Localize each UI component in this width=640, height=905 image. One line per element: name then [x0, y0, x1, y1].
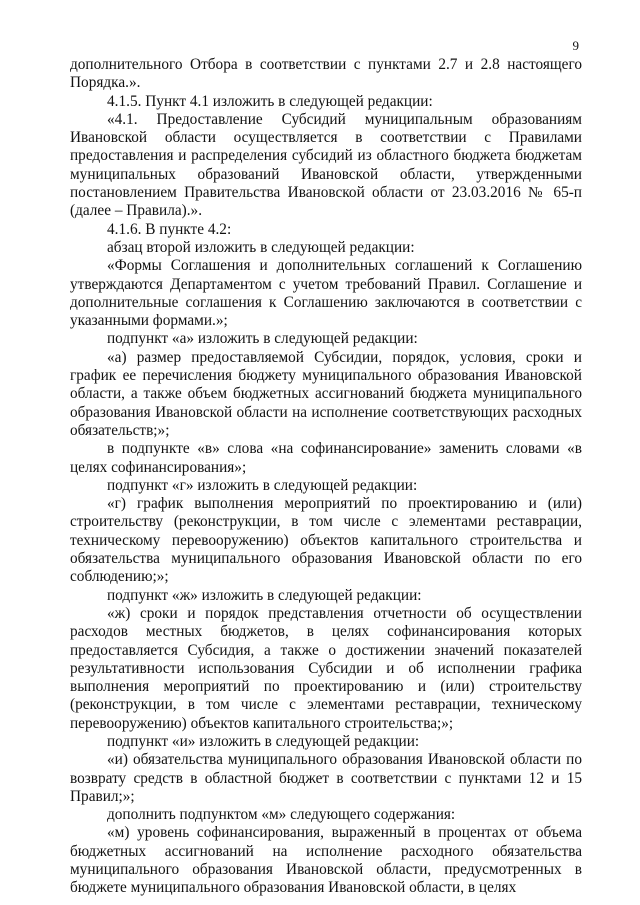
paragraph: дополнить подпунктом «м» следующего содержания:	[107, 806, 456, 824]
document-body	[70, 56, 582, 898]
page-number: 9	[572, 38, 579, 53]
paragraph: «и) обязательства муниципального образования Ивановской области по возврату средств в областной бюджет в соответствии с пунктами 12 и 15 Правил;»;	[70, 751, 582, 805]
paragraph: 4.1.5. Пункт 4.1 изложить в следующей редакции:	[107, 92, 433, 110]
paragraph: подпункт «и» изложить в следующей редакции:	[107, 732, 420, 750]
paragraph: «а) размер предоставляемой Субсидии, порядок, условия, сроки и график ее перечисления бюджету муниципального образования Ивановской области, а также объем бюджетных ассигнований бюджета муниципального образования Ивановской области на исполнение соответствующих расходных обязательств;»;	[70, 348, 582, 439]
paragraph: дополнительного Отбора в соответствии с пунктами 2.7 и 2.8 настоящего Порядка.».	[70, 56, 582, 92]
paragraph: «4.1. Предоставление Субсидий муниципальным образованиям Ивановской области осуществляется в соответствии с Правилами предоставления и распределения субсидий из областного бюджета бюджетам муниципальных образований Ивановской области, утвержденными постановлением Правительства Ивановской области от 23.03.2016 № 65-п (далее – Правила).».	[70, 110, 582, 220]
paragraph: 4.1.6. В пункте 4.2:	[107, 220, 232, 238]
paragraph: в подпункте «в» слова «на софинансирование» заменить словами «в целях софинансирования»;	[70, 440, 582, 476]
paragraph: «Формы Соглашения и дополнительных соглашений к Соглашению утверждаются Департаментом с учетом требований Правил. Соглашение и дополнительные соглашения к Соглашению заключаются в соответствии с указанными формами.»;	[70, 257, 582, 330]
paragraph: «г) график выполнения мероприятий по проектированию и (или) строительству (реконструкции, в том числе с элементами реставрации, техническому перевооружению) объектов капитального строительства и обязательства муниципального образования Ивановской области по его соблюдению;»;	[70, 495, 582, 586]
paragraph: подпункт «а» изложить в следующей редакции:	[107, 330, 418, 348]
paragraph: подпункт «ж» изложить в следующей редакции:	[107, 586, 422, 604]
paragraph: «ж) сроки и порядок представления отчетности об осуществлении расходов местных бюджетов, в целях софинансирования которых предоставляется Субсидия, а также о достижении значений показателей результативности использования Субсидии и об исполнении графика выполнения мероприятий по проектированию и (или) строительству (реконструкции, в том числе с элементами реставрации, техническому перевооружению) объектов капитального строительства;»;	[70, 604, 582, 732]
paragraph: подпункт «г» изложить в следующей редакции:	[107, 476, 418, 494]
paragraph: абзац второй изложить в следующей редакции:	[107, 238, 415, 256]
paragraph: «м) уровень софинансирования, выраженный в процентах от объема бюджетных ассигнований на исполнение расходного обязательства муниципального образования Ивановской области, предусмотренных в бюджете муниципального образования Ивановской области, в целях	[70, 824, 582, 897]
